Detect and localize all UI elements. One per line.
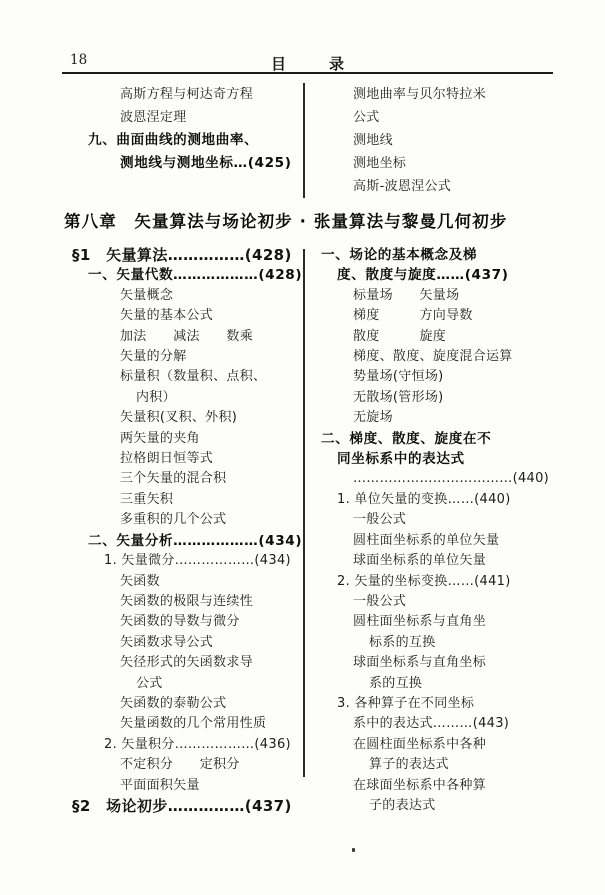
page-number: 18 <box>70 52 88 68</box>
toc-entry: 球面坐标系的单位矢量 <box>353 553 487 569</box>
toc-entry: 1. 矢量微分………………(434) <box>104 553 291 569</box>
toc-heading: §2 场论初步……………(437) <box>72 796 292 815</box>
toc-heading: 同坐标系中的表达式 <box>337 451 465 468</box>
main-toc-section <box>62 245 553 816</box>
toc-entry: ………………………………(440) <box>353 471 550 487</box>
toc-entry: 测地坐标 <box>353 156 407 171</box>
toc-entry: 无旋场 <box>353 410 393 426</box>
toc-entry: 2. 矢量的坐标变换……(441) <box>337 573 511 589</box>
toc-entry: 梯度、散度、旋度混合运算 <box>353 349 513 365</box>
toc-entry: 圆柱面坐标系与直角坐 <box>353 614 487 630</box>
toc-entry: 标量场 矢量场 <box>353 287 460 303</box>
toc-entry: 矢径形式的矢函数求导 <box>120 655 254 671</box>
toc-entry: 矢函数求导公式 <box>120 634 214 650</box>
main-right-column <box>303 245 553 816</box>
header-title: 目 录 <box>270 55 358 73</box>
toc-entry: 一般公式 <box>353 512 407 528</box>
toc-entry: 圆柱面坐标系的单位矢量 <box>353 532 500 548</box>
toc-entry: 3. 各种算子在不同坐标 <box>337 695 475 711</box>
toc-entry: 测地曲率与贝尔特拉米 <box>353 87 487 102</box>
toc-entry: 1. 单位矢量的变换……(440) <box>337 491 511 507</box>
toc-entry: 在球面坐标系中各种算 <box>353 777 487 793</box>
toc-entry: 算子的表达式 <box>369 757 449 773</box>
toc-entry: 矢函数 <box>120 573 160 589</box>
toc-entry: 矢量的基本公式 <box>120 308 214 324</box>
toc-entry: 波恩涅定理 <box>120 110 187 125</box>
column-divider <box>303 249 305 777</box>
top-toc-section <box>62 83 553 198</box>
toc-entry: 系中的表达式………(443) <box>353 716 510 732</box>
toc-entry: 散度 旋度 <box>353 328 447 344</box>
toc-entry: 势量场(守恒场) <box>353 369 444 385</box>
toc-heading: 度、散度与旋度……(437) <box>337 267 509 284</box>
toc-entry: 球面坐标系与直角坐标 <box>353 655 487 671</box>
toc-heading: 测地线与测地坐标…(425) <box>120 155 292 171</box>
toc-entry: 子的表达式 <box>369 797 436 813</box>
scan-speck <box>352 848 355 852</box>
toc-entry: 矢量概念 <box>120 287 174 303</box>
toc-entry: 加法 减法 数乘 <box>120 328 254 344</box>
toc-entry: 梯度 方向导数 <box>353 308 473 324</box>
toc-heading: 九、曲面曲线的测地曲率、 <box>88 132 259 148</box>
toc-heading: 一、场论的基本概念及梯 <box>321 247 478 263</box>
toc-entry: 三个矢量的混合积 <box>120 471 227 487</box>
toc-entry: 公式 <box>136 675 163 691</box>
toc-entry: 标系的互换 <box>369 634 436 650</box>
toc-heading: 二、梯度、散度、旋度在不 <box>321 430 492 447</box>
toc-entry: 两矢量的夹角 <box>120 430 200 446</box>
toc-entry: 矢量函数的几个常用性质 <box>120 716 267 732</box>
toc-entry: 2. 矢量积分………………(436) <box>104 736 291 752</box>
toc-heading: 二、矢量分析………………(434) <box>88 532 303 549</box>
toc-entry: 内积） <box>136 389 176 405</box>
toc-entry: 高斯-波恩涅公式 <box>353 179 452 194</box>
toc-entry: 标量积（数量积、点积、 <box>120 369 267 385</box>
toc-entry: 平面面积矢量 <box>120 777 200 793</box>
toc-entry: 矢函数的泰勒公式 <box>120 695 227 711</box>
toc-entry: 一般公式 <box>353 593 407 609</box>
running-head <box>62 52 553 74</box>
toc-entry: 公式 <box>353 110 380 125</box>
toc-entry: 在圆柱面坐标系中各种 <box>353 736 487 752</box>
top-left-column <box>62 83 303 198</box>
toc-entry: 无散场(管形场) <box>353 389 444 405</box>
toc-entry: 拉格朗日恒等式 <box>120 451 214 467</box>
toc-entry: 不定积分 定积分 <box>120 757 240 773</box>
toc-entry: 测地线 <box>353 133 393 148</box>
toc-entry: 系的互换 <box>369 675 423 691</box>
toc-entry: 矢函数的导数与微分 <box>120 614 240 630</box>
toc-entry: 矢量积(叉积、外积) <box>120 410 238 426</box>
toc-heading: §1 矢量算法……………(428) <box>72 246 292 264</box>
toc-entry: 矢量的分解 <box>120 349 187 365</box>
toc-entry: 三重矢积 <box>120 491 174 507</box>
chapter-heading: 第八章 矢量算法与场论初步 · 张量算法与黎曼几何初步 <box>64 212 508 231</box>
toc-entry: 高斯方程与柯达奇方程 <box>120 87 254 102</box>
top-right-column <box>303 83 553 198</box>
column-divider <box>303 83 305 198</box>
toc-heading: 一、矢量代数………………(428) <box>88 267 303 284</box>
toc-entry: 矢函数的极限与连续性 <box>120 593 254 609</box>
toc-entry: 多重积的几个公式 <box>120 512 227 528</box>
main-left-column <box>62 245 303 816</box>
